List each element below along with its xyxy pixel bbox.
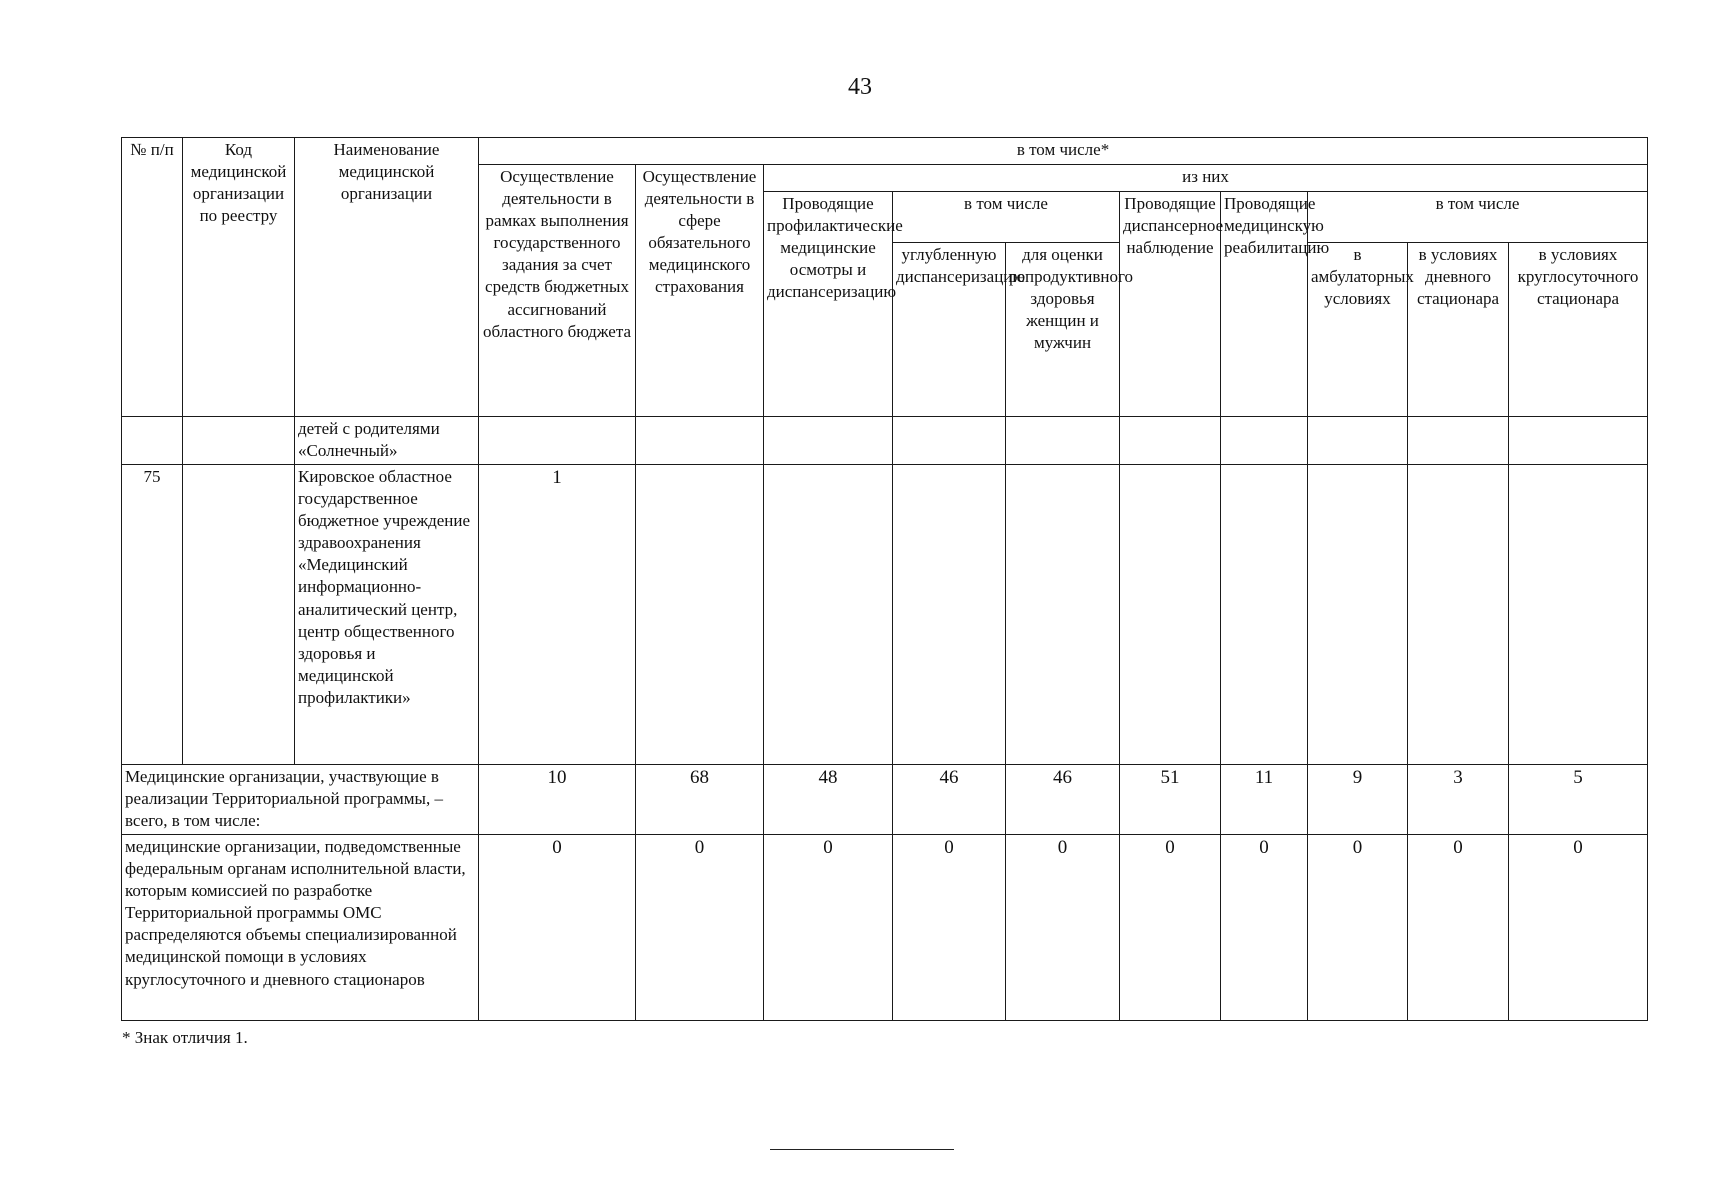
- summary-row: [122, 765, 1648, 835]
- header-day-hospital: в условиях дневного стационара: [1408, 243, 1509, 417]
- summary-value: 0: [893, 835, 1006, 1021]
- medical-organizations-table: [121, 137, 1648, 1021]
- summary-value: 0: [636, 835, 764, 1021]
- footnote: * Знак отличия 1.: [122, 1028, 248, 1047]
- row-value: [764, 465, 893, 765]
- row-value: [1006, 417, 1120, 465]
- row-code: [183, 417, 295, 465]
- row-code: [183, 465, 295, 765]
- row-num: [122, 417, 183, 465]
- header-code: Код медицинской организации по реестру: [183, 138, 295, 417]
- summary-value: 0: [479, 835, 636, 1021]
- row-value: [1509, 417, 1648, 465]
- table-row: [122, 417, 1648, 465]
- row-value: [636, 417, 764, 465]
- summary-value: 51: [1120, 765, 1221, 835]
- row-num: 75: [122, 465, 183, 765]
- row-value: [764, 417, 893, 465]
- row-value: [1308, 417, 1408, 465]
- header-state-task: Осуществление деятельности в рамках выполнения государственного задания за счет средств бюджетных ассигнований областного бюджета: [479, 165, 636, 417]
- summary-value: 0: [1221, 835, 1308, 1021]
- header-group-of-them: из них: [764, 165, 1648, 192]
- row-value: [1509, 465, 1648, 765]
- header-rehab: Проводящие медицинскую реабилитацию: [1221, 192, 1308, 417]
- summary-value: 0: [1120, 835, 1221, 1021]
- summary-value: 46: [1006, 765, 1120, 835]
- header-reproductive: для оценки репродуктивного здоровья женщин и мужчин: [1006, 243, 1120, 417]
- summary-value: 0: [1006, 835, 1120, 1021]
- header-num: № п/п: [122, 138, 183, 417]
- table-row: [122, 465, 1648, 765]
- row-value: [893, 417, 1006, 465]
- row-value: [636, 465, 764, 765]
- summary-label: Медицинские организации, участвующие в реализации Территориальной программы, – всего, в том числе:: [122, 765, 479, 835]
- summary-value: 68: [636, 765, 764, 835]
- summary-label: медицинские организации, подведомственные федеральным органам исполнительной власти, которым комиссией по разработке Территориальной программы ОМС распределяются объемы специализированной медицинской помощи в условиях круглосуточного и дневного стационаров: [122, 835, 479, 1021]
- row-value: [1120, 417, 1221, 465]
- summary-value: 48: [764, 765, 893, 835]
- summary-value: 10: [479, 765, 636, 835]
- summary-value: 0: [1408, 835, 1509, 1021]
- header-24h-hospital: в условиях круглосуточного стационара: [1509, 243, 1648, 417]
- row-value: [1120, 465, 1221, 765]
- header-outpatient: в амбулаторных условиях: [1308, 243, 1408, 417]
- summary-value: 0: [1308, 835, 1408, 1021]
- header-row-1: [122, 138, 1648, 165]
- header-group-incl-2: в том числе: [1308, 192, 1648, 243]
- summary-value: 11: [1221, 765, 1308, 835]
- row-value: [1006, 465, 1120, 765]
- row-name: Кировское областное государственное бюджетное учреждение здравоохранения «Медицинский информационно-аналитический центр, центр общественного здоровья и медицинской профилактики»: [295, 465, 479, 765]
- bottom-divider: [770, 1149, 954, 1150]
- summary-value: 3: [1408, 765, 1509, 835]
- row-value: [1221, 465, 1308, 765]
- header-name: Наименование медицинской организации: [295, 138, 479, 417]
- row-value: [1308, 465, 1408, 765]
- header-deep-disp: углубленную диспансеризацию: [893, 243, 1006, 417]
- header-group-incl-1: в том числе: [893, 192, 1120, 243]
- summary-value: 9: [1308, 765, 1408, 835]
- row-value: [893, 465, 1006, 765]
- row-value: [1408, 465, 1509, 765]
- header-disp-observation: Проводящие диспансерное наблюдение: [1120, 192, 1221, 417]
- summary-value: 5: [1509, 765, 1648, 835]
- row-value: [1221, 417, 1308, 465]
- header-prof-exams: Проводящие профилактические медицинские осмотры и диспансеризацию: [764, 192, 893, 417]
- summary-value: 0: [764, 835, 893, 1021]
- row-value: 1: [479, 465, 636, 765]
- row-value: [1408, 417, 1509, 465]
- summary-value: 0: [1509, 835, 1648, 1021]
- row-name: детей с родителями «Солнечный»: [295, 417, 479, 465]
- page-number: 43: [848, 74, 872, 100]
- header-group-in-total: в том числе*: [479, 138, 1648, 165]
- summary-value: 46: [893, 765, 1006, 835]
- summary-row: [122, 835, 1648, 1021]
- row-value: [479, 417, 636, 465]
- header-oms: Осуществление деятельности в сфере обязательного медицинского страхования: [636, 165, 764, 417]
